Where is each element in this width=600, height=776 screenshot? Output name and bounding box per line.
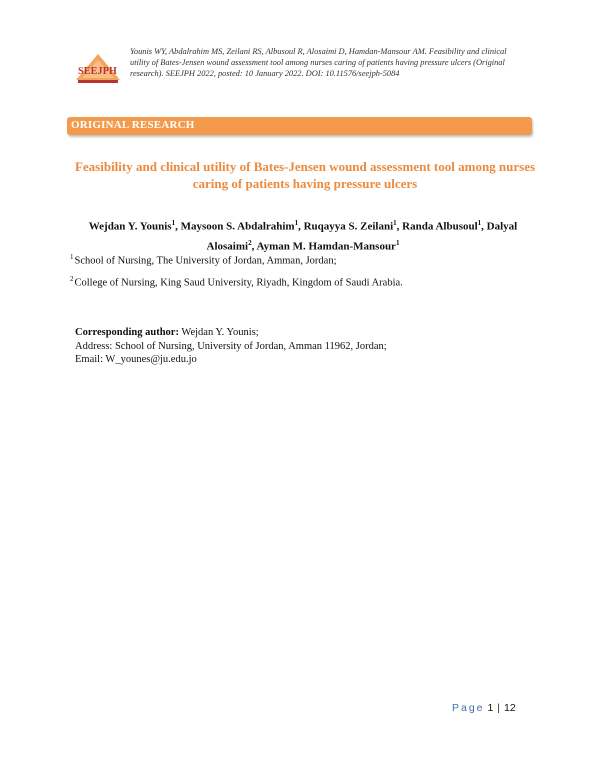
- author-name: Wejdan Y. Younis: [88, 220, 172, 233]
- page-word: Page: [452, 702, 485, 714]
- author-separator: ,: [298, 220, 304, 233]
- author-separator: ,: [396, 220, 403, 233]
- page-number-footer: [452, 702, 516, 714]
- affiliation-text: College of Nursing, King Saud University, Riyadh, Kingdom of Saudi Arabia.: [74, 277, 403, 289]
- citation-header: Younis WY, Abdalrahim MS, Zeilani RS, Albusoul R, Alosaimi D, Hamdan-Mansour AM. Feasibility and clinical utility of Bates-Jensen wound assessment tool among nurses caring of patients having pressure ulcers (Original research). SEEJPH 2022, posted: 10 January 2022. DOI: 10.11576/seejph-5084: [130, 47, 507, 79]
- corresponding-author-block: [75, 326, 387, 367]
- author-affiliation-marker: 1: [294, 219, 299, 227]
- logo-text: SEEJPH: [78, 66, 117, 77]
- affiliation-1: [70, 253, 336, 267]
- page-total: 12: [504, 702, 516, 714]
- author-name: Ruqayya S. Zeilani: [303, 220, 394, 233]
- page-separator: |: [497, 702, 501, 714]
- author-name: Dalyal Alosaimi: [206, 220, 518, 253]
- author-separator: ,: [251, 240, 257, 253]
- author-name: Maysoon S. Abdalrahim: [180, 220, 295, 233]
- page-current: 1: [487, 702, 494, 714]
- author-affiliation-marker: 1: [477, 219, 482, 227]
- author-affiliation-marker: 1: [393, 219, 397, 227]
- affiliation-number: 2: [70, 275, 74, 283]
- corresponding-address: Address: School of Nursing, University of Jordan, Amman 11962, Jordan;: [75, 340, 387, 352]
- corresponding-email: Email: W_younes@ju.edu.jo: [75, 354, 197, 365]
- affiliation-2: [70, 275, 403, 289]
- corresponding-label: Corresponding author:: [75, 327, 179, 338]
- author-list: [68, 215, 538, 254]
- author-name: Randa Albusoul: [402, 220, 478, 233]
- author-affiliation-marker: 1: [171, 219, 176, 227]
- author-affiliation-marker: 2: [248, 238, 252, 247]
- article-title: Feasibility and clinical utility of Bates-Jensen wound assessment tool among nurses caring of patients having pressure ulcers: [74, 159, 536, 191]
- affiliation-text: School of Nursing, The University of Jordan, Amman, Jordan;: [74, 255, 337, 267]
- author-separator: ,: [481, 220, 487, 233]
- author-name: Ayman M. Hamdan-Mansour: [256, 240, 396, 253]
- banner-label: ORIGINAL RESEARCH: [71, 119, 195, 131]
- corresponding-name: Wejdan Y. Younis;: [181, 327, 259, 338]
- section-banner: [67, 117, 532, 135]
- affiliation-number: 1: [70, 253, 74, 261]
- author-affiliation-marker: 1: [395, 238, 400, 247]
- author-separator: ,: [175, 220, 181, 233]
